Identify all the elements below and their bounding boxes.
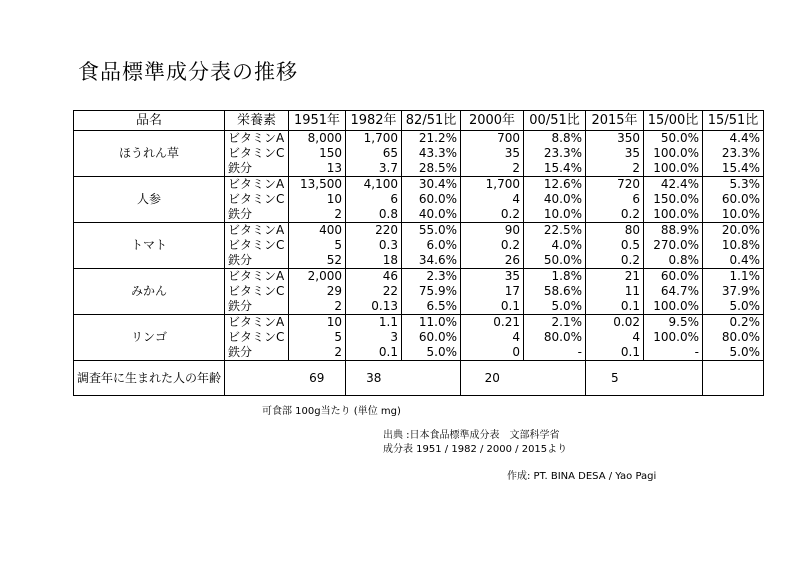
value-cell: 0 (461, 345, 524, 361)
value-cell: 100.0% (644, 207, 703, 223)
page-title: 食品標準成分表の推移 (78, 60, 298, 84)
value-cell: 8.8% (524, 131, 586, 147)
nutrient-name: 鉄分 (225, 345, 289, 361)
value-cell: 15.4% (703, 161, 764, 177)
nutrient-table (73, 110, 764, 396)
value-cell: 0.8 (346, 207, 402, 223)
value-cell: 720 (586, 177, 644, 193)
value-cell: 1.1 (346, 315, 402, 331)
value-cell: 35 (461, 146, 524, 161)
value-cell: 80 (586, 223, 644, 239)
value-cell: 90 (461, 223, 524, 239)
nutrient-name: ビタミンC (225, 238, 289, 253)
value-cell: 0.5 (586, 238, 644, 253)
header-nutrient: 栄養素 (225, 111, 289, 131)
survey-value (644, 361, 703, 396)
value-cell: 58.6% (524, 284, 586, 299)
food-name: 人参 (74, 177, 225, 223)
value-cell: 20.0% (703, 223, 764, 239)
value-cell: 5 (289, 330, 346, 345)
food-name: リンゴ (74, 315, 225, 361)
nutrient-name: ビタミンC (225, 284, 289, 299)
value-cell: 52 (289, 253, 346, 269)
nutrient-name: 鉄分 (225, 253, 289, 269)
value-cell: 0.2 (586, 207, 644, 223)
value-cell: 10.8% (703, 238, 764, 253)
value-cell: 22 (346, 284, 402, 299)
value-cell: 9.5% (644, 315, 703, 331)
value-cell: 35 (586, 146, 644, 161)
value-cell: 4 (586, 330, 644, 345)
value-cell: 2 (289, 207, 346, 223)
value-cell: 5.0% (402, 345, 461, 361)
table-row (74, 269, 764, 285)
value-cell: 29 (289, 284, 346, 299)
nutrient-name: ビタミンC (225, 146, 289, 161)
value-cell: 23.3% (524, 146, 586, 161)
value-cell: 4 (461, 330, 524, 345)
value-cell: 60.0% (402, 330, 461, 345)
nutrient-name: ビタミンC (225, 192, 289, 207)
value-cell: 0.21 (461, 315, 524, 331)
table-body (74, 131, 764, 396)
value-cell: 5.0% (703, 299, 764, 315)
nutrient-name: ビタミンA (225, 269, 289, 285)
value-cell: 21.2% (402, 131, 461, 147)
value-cell: 6.5% (402, 299, 461, 315)
value-cell: 2 (586, 161, 644, 177)
value-cell: 5.3% (703, 177, 764, 193)
value-cell: 8,000 (289, 131, 346, 147)
value-cell: 50.0% (524, 253, 586, 269)
value-cell: 0.02 (586, 315, 644, 331)
value-cell: 1.1% (703, 269, 764, 285)
nutrient-name: ビタミンA (225, 223, 289, 239)
value-cell: 2 (289, 345, 346, 361)
value-cell: 42.4% (644, 177, 703, 193)
value-cell: 0.8% (644, 253, 703, 269)
header-2015: 2015年 (586, 111, 644, 131)
value-cell: 3.7 (346, 161, 402, 177)
value-cell: 40.0% (402, 207, 461, 223)
value-cell: 11 (586, 284, 644, 299)
value-cell: 60.0% (402, 192, 461, 207)
value-cell: 350 (586, 131, 644, 147)
value-cell: 65 (346, 146, 402, 161)
value-cell: 0.2 (586, 253, 644, 269)
value-cell: 4.4% (703, 131, 764, 147)
food-name: みかん (74, 269, 225, 315)
value-cell: 0.1 (461, 299, 524, 315)
header-2000: 2000年 (461, 111, 524, 131)
value-cell: 10.0% (703, 207, 764, 223)
value-cell: 0.4% (703, 253, 764, 269)
value-cell: 0.2% (703, 315, 764, 331)
value-cell: 35 (461, 269, 524, 285)
value-cell: 30.4% (402, 177, 461, 193)
value-cell: 220 (346, 223, 402, 239)
value-cell: 10.0% (524, 207, 586, 223)
value-cell: 55.0% (402, 223, 461, 239)
author-credit: 作成: PT. BINA DESA / Yao Pagi (507, 471, 657, 482)
value-cell: 18 (346, 253, 402, 269)
table-row (74, 223, 764, 239)
value-cell: 13,500 (289, 177, 346, 193)
value-cell: 40.0% (524, 192, 586, 207)
nutrient-name: 鉄分 (225, 207, 289, 223)
value-cell: 46 (346, 269, 402, 285)
value-cell: 4.0% (524, 238, 586, 253)
nutrient-name: 鉄分 (225, 161, 289, 177)
value-cell: 26 (461, 253, 524, 269)
value-cell: 0.13 (346, 299, 402, 315)
value-cell: 43.3% (402, 146, 461, 161)
value-cell: 0.1 (586, 345, 644, 361)
survey-value: 5 (586, 361, 644, 396)
value-cell: - (644, 345, 703, 361)
value-cell: 13 (289, 161, 346, 177)
value-cell: 64.7% (644, 284, 703, 299)
value-cell: 11.0% (402, 315, 461, 331)
value-cell: 12.6% (524, 177, 586, 193)
header-ratio-82-51: 82/51比 (402, 111, 461, 131)
value-cell: 3 (346, 330, 402, 345)
survey-value: 20 (461, 361, 524, 396)
table-header (74, 111, 764, 131)
value-cell: 0.3 (346, 238, 402, 253)
survey-value: 38 (346, 361, 402, 396)
survey-value (524, 361, 586, 396)
food-name: トマト (74, 223, 225, 269)
survey-value (225, 361, 289, 396)
value-cell: 5.0% (703, 345, 764, 361)
value-cell: 88.9% (644, 223, 703, 239)
value-cell: 0.1 (346, 345, 402, 361)
value-cell: 2.3% (402, 269, 461, 285)
value-cell: 60.0% (703, 192, 764, 207)
survey-value (703, 361, 764, 396)
survey-label: 調査年に生まれた人の年齢 (74, 361, 225, 396)
value-cell: 21 (586, 269, 644, 285)
value-cell: 1.8% (524, 269, 586, 285)
value-cell: 100.0% (644, 330, 703, 345)
nutrient-name: 鉄分 (225, 299, 289, 315)
survey-row (74, 361, 764, 396)
value-cell: 50.0% (644, 131, 703, 147)
survey-value (402, 361, 461, 396)
unit-note: 可食部 100g当たり (単位 mg) (262, 406, 401, 417)
nutrient-name: ビタミンA (225, 177, 289, 193)
value-cell: - (524, 345, 586, 361)
nutrient-name: ビタミンA (225, 315, 289, 331)
value-cell: 28.5% (402, 161, 461, 177)
value-cell: 6 (586, 192, 644, 207)
header-1982: 1982年 (346, 111, 402, 131)
value-cell: 1,700 (346, 131, 402, 147)
header-1951: 1951年 (289, 111, 346, 131)
value-cell: 34.6% (402, 253, 461, 269)
value-cell: 22.5% (524, 223, 586, 239)
value-cell: 2 (289, 299, 346, 315)
food-name: ほうれん草 (74, 131, 225, 177)
value-cell: 150 (289, 146, 346, 161)
nutrient-name: ビタミンA (225, 131, 289, 147)
value-cell: 1,700 (461, 177, 524, 193)
header-ratio-15-51: 15/51比 (703, 111, 764, 131)
source-line-1: 出典 :日本食品標準成分表 文部科学省 (383, 430, 560, 441)
source-line-2: 成分表 1951 / 1982 / 2000 / 2015より (383, 444, 568, 455)
value-cell: 80.0% (703, 330, 764, 345)
value-cell: 2.1% (524, 315, 586, 331)
value-cell: 2 (461, 161, 524, 177)
value-cell: 150.0% (644, 192, 703, 207)
value-cell: 400 (289, 223, 346, 239)
header-row (74, 111, 764, 131)
header-ratio-15-00: 15/00比 (644, 111, 703, 131)
value-cell: 5.0% (524, 299, 586, 315)
table-row (74, 177, 764, 193)
nutrient-name: ビタミンC (225, 330, 289, 345)
value-cell: 4,100 (346, 177, 402, 193)
value-cell: 5 (289, 238, 346, 253)
value-cell: 2,000 (289, 269, 346, 285)
value-cell: 100.0% (644, 161, 703, 177)
value-cell: 37.9% (703, 284, 764, 299)
value-cell: 80.0% (524, 330, 586, 345)
header-ratio-00-51: 00/51比 (524, 111, 586, 131)
value-cell: 10 (289, 315, 346, 331)
value-cell: 0.2 (461, 238, 524, 253)
value-cell: 100.0% (644, 146, 703, 161)
value-cell: 75.9% (402, 284, 461, 299)
value-cell: 0.2 (461, 207, 524, 223)
value-cell: 10 (289, 192, 346, 207)
value-cell: 17 (461, 284, 524, 299)
value-cell: 700 (461, 131, 524, 147)
survey-value: 69 (289, 361, 346, 396)
header-food: 品名 (74, 111, 225, 131)
value-cell: 6 (346, 192, 402, 207)
value-cell: 15.4% (524, 161, 586, 177)
value-cell: 6.0% (402, 238, 461, 253)
table-row (74, 315, 764, 331)
value-cell: 0.1 (586, 299, 644, 315)
value-cell: 23.3% (703, 146, 764, 161)
value-cell: 100.0% (644, 299, 703, 315)
value-cell: 270.0% (644, 238, 703, 253)
table-row (74, 131, 764, 147)
value-cell: 60.0% (644, 269, 703, 285)
value-cell: 4 (461, 192, 524, 207)
